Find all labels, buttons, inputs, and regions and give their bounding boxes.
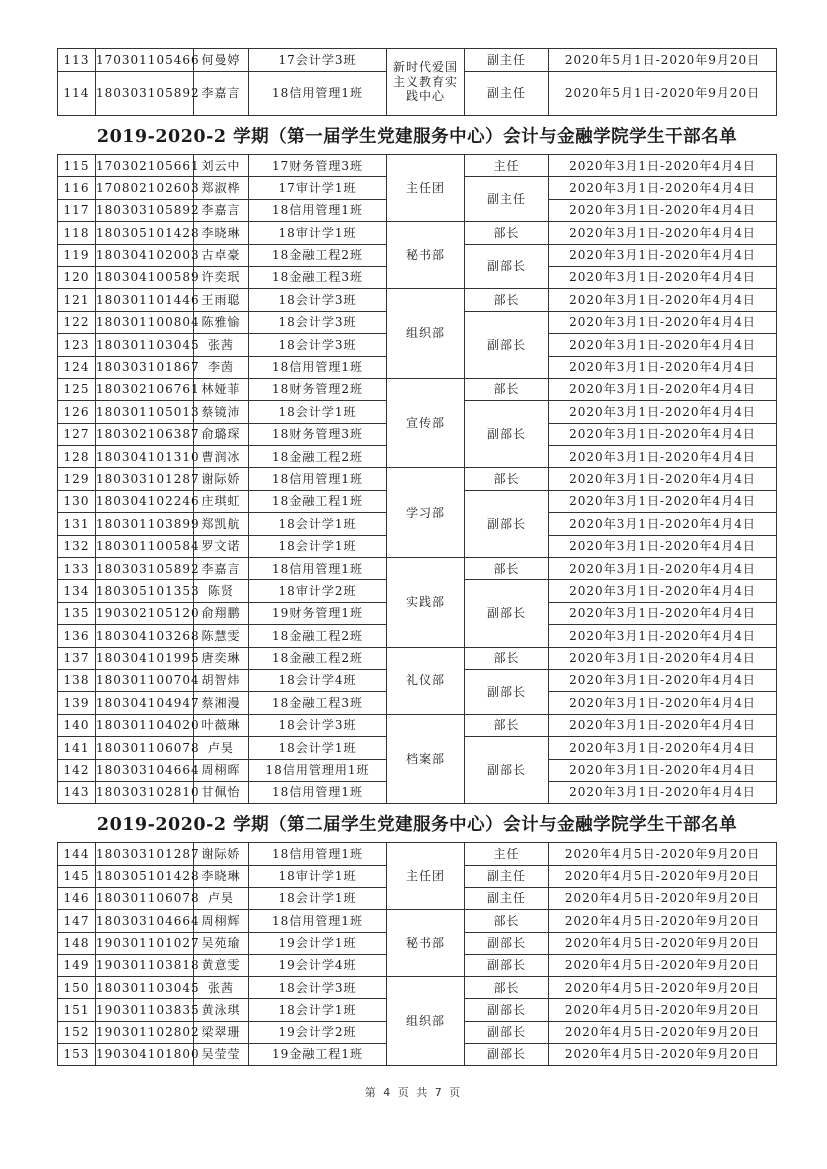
term-period: 2020年3月1日-2020年4月4日 [549,177,777,199]
role: 副部长 [465,669,549,714]
class-name: 18金融工程1班 [249,490,387,512]
student-id: 180305101428 [96,865,194,887]
row-number: 150 [58,977,96,999]
row-number: 138 [58,669,96,691]
student-id: 190304101800 [96,1044,194,1066]
class-name: 17财务管理3班 [249,155,387,177]
class-name: 18信用管理1班 [249,468,387,490]
table-row [58,977,777,999]
term-period: 2020年3月1日-2020年4月4日 [549,714,777,736]
student-id: 180301101446 [96,289,194,311]
student-name: 梁翠珊 [194,1021,249,1043]
class-name: 18会计学1班 [249,999,387,1021]
row-number: 113 [58,49,96,72]
row-number: 120 [58,266,96,288]
role: 部长 [465,647,549,669]
role: 副主任 [465,72,549,116]
term-period: 2020年3月1日-2020年4月4日 [549,289,777,311]
student-id: 180301106078 [96,887,194,909]
term-period: 2020年3月1日-2020年4月4日 [549,602,777,624]
row-number: 126 [58,401,96,423]
row-number: 148 [58,932,96,954]
row-number: 115 [58,155,96,177]
term-period: 2020年3月1日-2020年4月4日 [549,423,777,445]
term-period: 2020年3月1日-2020年4月4日 [549,356,777,378]
term-period: 2020年3月1日-2020年4月4日 [549,446,777,468]
student-id: 180304100589 [96,266,194,288]
student-id: 180303102810 [96,781,194,803]
student-id: 170802102603 [96,177,194,199]
term-period: 2020年3月1日-2020年4月4日 [549,781,777,803]
term-period: 2020年4月5日-2020年9月20日 [549,999,777,1021]
student-id: 170302105661 [96,155,194,177]
student-name: 俞翔鹏 [194,602,249,624]
student-id: 180303104664 [96,759,194,781]
role: 副部长 [465,311,549,378]
student-id: 180304101310 [96,446,194,468]
student-name: 陈雅愉 [194,311,249,333]
table-row [58,289,777,311]
student-name: 吴莹莹 [194,1044,249,1066]
role: 部长 [465,222,549,244]
department: 组织部 [387,289,465,379]
term-period: 2020年3月1日-2020年4月4日 [549,378,777,400]
class-name: 18会计学3班 [249,289,387,311]
row-number: 143 [58,781,96,803]
role: 副部长 [465,1044,549,1066]
student-name: 罗文诺 [194,535,249,557]
class-name: 18金融工程3班 [249,692,387,714]
row-number: 133 [58,558,96,580]
department: 宣传部 [387,378,465,468]
student-id: 180303101867 [96,356,194,378]
row-number: 122 [58,311,96,333]
row-number: 127 [58,423,96,445]
role: 主任 [465,155,549,177]
student-name: 林娅菲 [194,378,249,400]
term-period: 2020年3月1日-2020年4月4日 [549,625,777,647]
student-name: 胡智炜 [194,669,249,691]
class-name: 18信用管理1班 [249,843,387,865]
department: 组织部 [387,977,465,1066]
class-name: 18会计学1班 [249,513,387,535]
term-period: 2020年4月5日-2020年9月20日 [549,1021,777,1043]
roster-table-continued [57,48,777,116]
term-period: 2020年3月1日-2020年4月4日 [549,692,777,714]
class-name: 19会计学4班 [249,954,387,976]
roster-table-second-term [57,842,777,1066]
department: 实践部 [387,558,465,648]
term-period: 2020年4月5日-2020年9月20日 [549,865,777,887]
roster-table-first-term [57,154,777,804]
row-number: 121 [58,289,96,311]
term-period: 2020年5月1日-2020年9月20日 [549,72,777,116]
student-name: 郑凯航 [194,513,249,535]
role: 副部长 [465,244,549,289]
student-id: 180301104020 [96,714,194,736]
student-id: 180301103899 [96,513,194,535]
table-row [58,49,777,72]
student-id: 180301100804 [96,311,194,333]
role: 副部长 [465,932,549,954]
row-number: 135 [58,602,96,624]
row-number: 153 [58,1044,96,1066]
class-name: 18信用管理1班 [249,558,387,580]
class-name: 18财务管理2班 [249,378,387,400]
student-id: 180301103045 [96,334,194,356]
student-name: 许奕珉 [194,266,249,288]
class-name: 18金融工程3班 [249,266,387,288]
department: 新时代爱国主义教育实践中心 [387,49,465,116]
row-number: 117 [58,199,96,221]
page-footer: 第 4 页 共 7 页 [364,1086,463,1099]
document-page [57,48,776,1066]
student-id: 190301102802 [96,1021,194,1043]
student-id: 180303105892 [96,199,194,221]
department: 秘书部 [387,910,465,977]
term-period: 2020年3月1日-2020年4月4日 [549,558,777,580]
student-name: 王雨聪 [194,289,249,311]
row-number: 141 [58,737,96,759]
term-period: 2020年3月1日-2020年4月4日 [549,490,777,512]
class-name: 18财务管理3班 [249,423,387,445]
row-number: 139 [58,692,96,714]
role: 部长 [465,378,549,400]
class-name: 18会计学1班 [249,535,387,557]
table-row [58,222,777,244]
term-period: 2020年3月1日-2020年4月4日 [549,513,777,535]
role: 副主任 [465,49,549,72]
student-name: 吴苑瑜 [194,932,249,954]
row-number: 151 [58,999,96,1021]
class-name: 18信用管理1班 [249,910,387,932]
term-period: 2020年3月1日-2020年4月4日 [549,468,777,490]
class-name: 18会计学3班 [249,977,387,999]
role: 部长 [465,468,549,490]
term-period: 2020年4月5日-2020年9月20日 [549,1044,777,1066]
term-period: 2020年3月1日-2020年4月4日 [549,244,777,266]
class-name: 18金融工程2班 [249,244,387,266]
table-row [58,647,777,669]
department: 秘书部 [387,222,465,289]
student-name: 陈慧雯 [194,625,249,647]
student-name: 郑淑桦 [194,177,249,199]
role: 副主任 [465,865,549,887]
term-period: 2020年4月5日-2020年9月20日 [549,932,777,954]
student-id: 180304102246 [96,490,194,512]
student-name: 古卓豪 [194,244,249,266]
row-number: 142 [58,759,96,781]
student-id: 190301103835 [96,999,194,1021]
class-name: 18审计学1班 [249,865,387,887]
student-name: 周栩辉 [194,910,249,932]
table-row [58,558,777,580]
role: 副部长 [465,1021,549,1043]
class-name: 17会计学3班 [249,49,387,72]
student-id: 180303105892 [96,558,194,580]
student-name: 卢昊 [194,887,249,909]
student-id: 190301101027 [96,932,194,954]
student-name: 李嘉言 [194,199,249,221]
student-name: 黄意雯 [194,954,249,976]
student-id: 180304102003 [96,244,194,266]
department: 主任团 [387,843,465,910]
row-number: 147 [58,910,96,932]
student-id: 180303101287 [96,468,194,490]
row-number: 129 [58,468,96,490]
row-number: 119 [58,244,96,266]
term-period: 2020年5月1日-2020年9月20日 [549,49,777,72]
student-name: 黄泳琪 [194,999,249,1021]
class-name: 18审计学2班 [249,580,387,602]
row-number: 140 [58,714,96,736]
term-period: 2020年3月1日-2020年4月4日 [549,266,777,288]
class-name: 18会计学3班 [249,714,387,736]
role: 副主任 [465,177,549,222]
student-name: 李晓琳 [194,865,249,887]
section-title-first-term: 2019-2020-2 学期（第一届学生党建服务中心）会计与金融学院学生干部名单 [57,116,776,154]
row-number: 128 [58,446,96,468]
table-row [58,843,777,865]
student-id: 180305101428 [96,222,194,244]
student-name: 李嘉言 [194,558,249,580]
class-name: 18会计学1班 [249,887,387,909]
role: 副部长 [465,999,549,1021]
role: 副部长 [465,401,549,468]
role: 部长 [465,714,549,736]
term-period: 2020年3月1日-2020年4月4日 [549,334,777,356]
student-name: 李嘉言 [194,72,249,116]
table-row [58,378,777,400]
student-name: 谢际娇 [194,843,249,865]
student-name: 李晓琳 [194,222,249,244]
row-number: 146 [58,887,96,909]
student-id: 190301103818 [96,954,194,976]
student-name: 俞璐琛 [194,423,249,445]
row-number: 134 [58,580,96,602]
student-id: 180302106761 [96,378,194,400]
role: 部长 [465,289,549,311]
role: 副部长 [465,737,549,804]
class-name: 18金融工程2班 [249,647,387,669]
department: 主任团 [387,155,465,222]
term-period: 2020年3月1日-2020年4月4日 [549,222,777,244]
student-id: 180302106387 [96,423,194,445]
student-id: 180301103045 [96,977,194,999]
row-number: 136 [58,625,96,647]
student-name: 周栩晖 [194,759,249,781]
class-name: 19金融工程1班 [249,1044,387,1066]
student-name: 张茜 [194,334,249,356]
class-name: 18审计学1班 [249,222,387,244]
term-period: 2020年3月1日-2020年4月4日 [549,199,777,221]
department: 学习部 [387,468,465,558]
student-id: 180301105013 [96,401,194,423]
role: 副部长 [465,580,549,647]
class-name: 19会计学1班 [249,932,387,954]
student-id: 180305101353 [96,580,194,602]
student-id: 180304101995 [96,647,194,669]
student-id: 180301106078 [96,737,194,759]
class-name: 18金融工程2班 [249,446,387,468]
student-name: 张茜 [194,977,249,999]
term-period: 2020年3月1日-2020年4月4日 [549,669,777,691]
row-number: 149 [58,954,96,976]
student-name: 卢昊 [194,737,249,759]
class-name: 18信用管理1班 [249,199,387,221]
student-id: 180303104664 [96,910,194,932]
role: 部长 [465,910,549,932]
term-period: 2020年3月1日-2020年4月4日 [549,311,777,333]
student-name: 刘云中 [194,155,249,177]
row-number: 130 [58,490,96,512]
class-name: 18信用管理1班 [249,781,387,803]
table-row [58,155,777,177]
term-period: 2020年3月1日-2020年4月4日 [549,155,777,177]
student-name: 叶薇琳 [194,714,249,736]
class-name: 18会计学4班 [249,669,387,691]
term-period: 2020年3月1日-2020年4月4日 [549,759,777,781]
table-row [58,714,777,736]
student-id: 170301105466 [96,49,194,72]
department: 礼仪部 [387,647,465,714]
row-number: 125 [58,378,96,400]
term-period: 2020年4月5日-2020年9月20日 [549,910,777,932]
class-name: 18会计学1班 [249,401,387,423]
row-number: 152 [58,1021,96,1043]
class-name: 19会计学2班 [249,1021,387,1043]
row-number: 123 [58,334,96,356]
row-number: 131 [58,513,96,535]
row-number: 145 [58,865,96,887]
role: 部长 [465,558,549,580]
department: 档案部 [387,714,465,804]
term-period: 2020年3月1日-2020年4月4日 [549,580,777,602]
student-name: 李茵 [194,356,249,378]
row-number: 118 [58,222,96,244]
student-id: 180303105892 [96,72,194,116]
term-period: 2020年4月5日-2020年9月20日 [549,977,777,999]
class-name: 18信用管理1班 [249,72,387,116]
term-period: 2020年4月5日-2020年9月20日 [549,843,777,865]
class-name: 18信用管理1班 [249,356,387,378]
student-id: 180301100584 [96,535,194,557]
row-number: 124 [58,356,96,378]
term-period: 2020年4月5日-2020年9月20日 [549,954,777,976]
class-name: 19财务管理1班 [249,602,387,624]
student-name: 唐奕琳 [194,647,249,669]
student-id: 180304104947 [96,692,194,714]
term-period: 2020年3月1日-2020年4月4日 [549,737,777,759]
class-name: 17审计学1班 [249,177,387,199]
row-number: 144 [58,843,96,865]
term-period: 2020年3月1日-2020年4月4日 [549,401,777,423]
role: 主任 [465,843,549,865]
class-name: 18会计学3班 [249,334,387,356]
class-name: 18金融工程2班 [249,625,387,647]
student-name: 庄琪虹 [194,490,249,512]
student-name: 蔡镜沛 [194,401,249,423]
student-id: 180301100704 [96,669,194,691]
row-number: 137 [58,647,96,669]
row-number: 132 [58,535,96,557]
class-name: 18信用管理用1班 [249,759,387,781]
student-name: 谢际娇 [194,468,249,490]
row-number: 114 [58,72,96,116]
term-period: 2020年3月1日-2020年4月4日 [549,535,777,557]
role: 副部长 [465,954,549,976]
student-name: 陈贤 [194,580,249,602]
student-name: 蔡湘漫 [194,692,249,714]
student-id: 180303101287 [96,843,194,865]
student-id: 190302105120 [96,602,194,624]
class-name: 18会计学3班 [249,311,387,333]
student-name: 曹润冰 [194,446,249,468]
section-title-second-term: 2019-2020-2 学期（第二届学生党建服务中心）会计与金融学院学生干部名单 [57,804,776,842]
class-name: 18会计学1班 [249,737,387,759]
role: 部长 [465,977,549,999]
term-period: 2020年4月5日-2020年9月20日 [549,887,777,909]
student-name: 何曼婷 [194,49,249,72]
role: 副部长 [465,490,549,557]
term-period: 2020年3月1日-2020年4月4日 [549,647,777,669]
role: 副主任 [465,887,549,909]
table-row [58,910,777,932]
table-row [58,468,777,490]
student-name: 甘佩怡 [194,781,249,803]
student-id: 180304103268 [96,625,194,647]
row-number: 116 [58,177,96,199]
